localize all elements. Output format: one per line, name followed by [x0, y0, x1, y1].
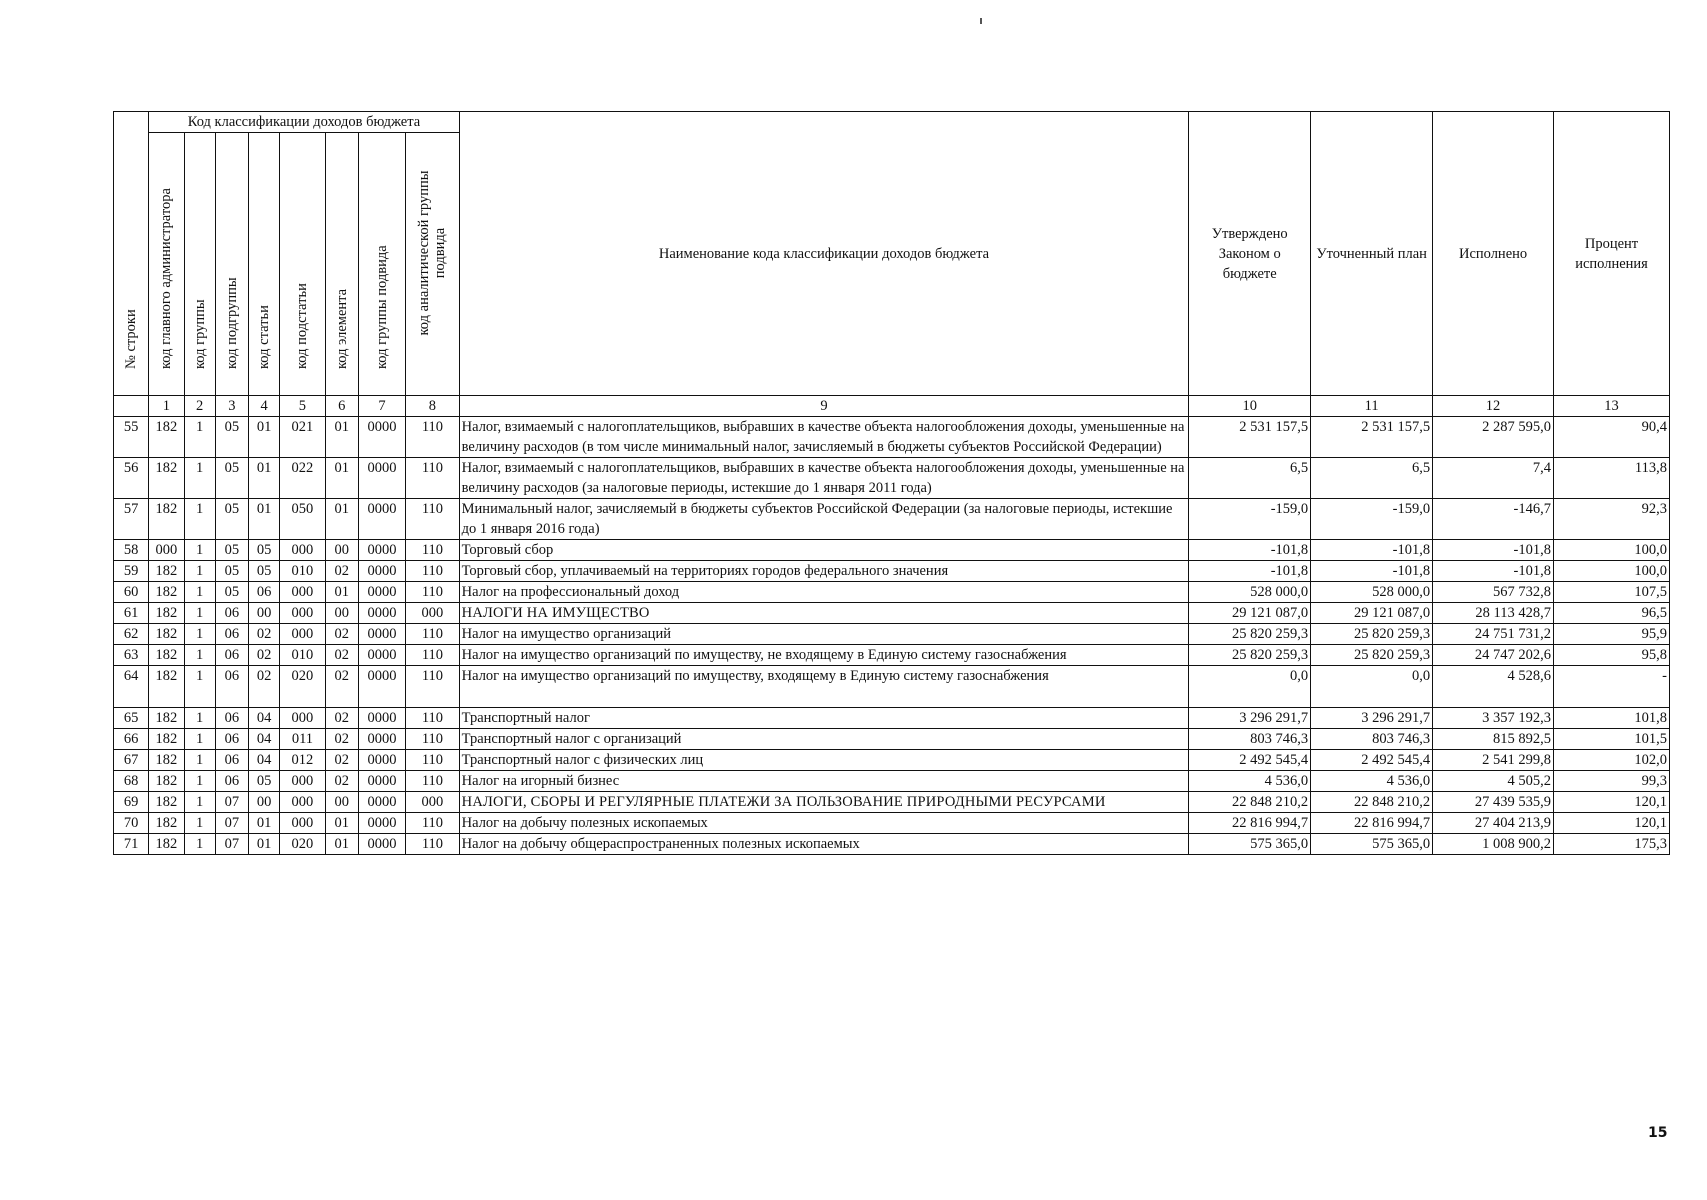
executed-amount: 815 892,5 — [1433, 729, 1554, 750]
subgroup-code: 07 — [215, 813, 248, 834]
approved-amount: 3 296 291,7 — [1189, 708, 1311, 729]
element-code: 02 — [325, 561, 358, 582]
executed-amount: 24 747 202,6 — [1433, 645, 1554, 666]
revenue-name: Торговый сбор, уплачиваемый на территориях городов федерального значения — [459, 561, 1189, 582]
analytic-group-code: 110 — [406, 582, 459, 603]
element-code: 01 — [325, 834, 358, 855]
admin-code: 182 — [149, 750, 184, 771]
revenue-name: Минимальный налог, зачисляемый в бюджеты субъектов Российской Федерации (за налоговые периоды, истекшие до 1 января 2016 года) — [459, 499, 1189, 540]
table-row — [114, 750, 1670, 771]
group-code: 1 — [184, 624, 215, 645]
table-row — [114, 417, 1670, 458]
execution-percent: 101,5 — [1554, 729, 1670, 750]
approved-amount: 2 531 157,5 — [1189, 417, 1311, 458]
approved-amount: 22 816 994,7 — [1189, 813, 1311, 834]
subarticle-code: 000 — [280, 603, 325, 624]
plan-amount: 22 816 994,7 — [1311, 813, 1433, 834]
analytic-group-code: 110 — [406, 708, 459, 729]
analytic-group-code: 110 — [406, 540, 459, 561]
column-number: 1 — [149, 396, 184, 417]
page-number: 15 — [1648, 1125, 1668, 1141]
subarticle-code: 010 — [280, 561, 325, 582]
plan-amount: 22 848 210,2 — [1311, 792, 1433, 813]
row-number: 63 — [114, 645, 149, 666]
subtype-group-code: 0000 — [358, 458, 405, 499]
column-number: 12 — [1433, 396, 1554, 417]
plan-amount: 0,0 — [1311, 666, 1433, 708]
subgroup-code: 07 — [215, 834, 248, 855]
header-analytic-group: код аналитической группы подвида — [406, 133, 459, 396]
admin-code: 182 — [149, 458, 184, 499]
row-number: 67 — [114, 750, 149, 771]
execution-percent: - — [1554, 666, 1670, 708]
header-subgroup: код подгруппы — [215, 133, 248, 396]
row-number: 55 — [114, 417, 149, 458]
header-row-no: № строки — [114, 112, 149, 396]
plan-amount: 2 492 545,4 — [1311, 750, 1433, 771]
column-number-blank — [114, 396, 149, 417]
subarticle-code: 000 — [280, 771, 325, 792]
analytic-group-code: 110 — [406, 813, 459, 834]
admin-code: 182 — [149, 771, 184, 792]
column-number: 3 — [215, 396, 248, 417]
table-row — [114, 603, 1670, 624]
subtype-group-code: 0000 — [358, 666, 405, 708]
row-number: 61 — [114, 603, 149, 624]
execution-percent: 100,0 — [1554, 561, 1670, 582]
header-executed: Исполнено — [1433, 112, 1554, 396]
row-number: 60 — [114, 582, 149, 603]
subgroup-code: 05 — [215, 499, 248, 540]
subarticle-code: 000 — [280, 624, 325, 645]
row-number: 65 — [114, 708, 149, 729]
table-row — [114, 624, 1670, 645]
article-code: 02 — [249, 624, 280, 645]
approved-amount: 25 820 259,3 — [1189, 645, 1311, 666]
subtype-group-code: 0000 — [358, 771, 405, 792]
article-code: 05 — [249, 771, 280, 792]
article-code: 00 — [249, 792, 280, 813]
column-number-row — [114, 396, 1670, 417]
admin-code: 182 — [149, 624, 184, 645]
element-code: 02 — [325, 708, 358, 729]
execution-percent: 90,4 — [1554, 417, 1670, 458]
subarticle-code: 022 — [280, 458, 325, 499]
subgroup-code: 05 — [215, 561, 248, 582]
group-code: 1 — [184, 834, 215, 855]
revenue-name: Налог на имущество организаций — [459, 624, 1189, 645]
subgroup-code: 06 — [215, 750, 248, 771]
subgroup-code: 06 — [215, 624, 248, 645]
analytic-group-code: 110 — [406, 666, 459, 708]
header-subarticle: код подстатьи — [280, 133, 325, 396]
approved-amount: 575 365,0 — [1189, 834, 1311, 855]
subarticle-code: 011 — [280, 729, 325, 750]
admin-code: 182 — [149, 708, 184, 729]
subgroup-code: 05 — [215, 417, 248, 458]
revenue-name: Транспортный налог с организаций — [459, 729, 1189, 750]
article-code: 01 — [249, 458, 280, 499]
revenue-name: Транспортный налог с физических лиц — [459, 750, 1189, 771]
element-code: 02 — [325, 729, 358, 750]
execution-percent: 92,3 — [1554, 499, 1670, 540]
revenue-name: Налог на добычу полезных ископаемых — [459, 813, 1189, 834]
revenue-name: Торговый сбор — [459, 540, 1189, 561]
element-code: 02 — [325, 624, 358, 645]
executed-amount: 4 505,2 — [1433, 771, 1554, 792]
admin-code: 182 — [149, 729, 184, 750]
subgroup-code: 05 — [215, 582, 248, 603]
column-number: 4 — [249, 396, 280, 417]
executed-amount: 27 439 535,9 — [1433, 792, 1554, 813]
executed-amount: -146,7 — [1433, 499, 1554, 540]
approved-amount: -159,0 — [1189, 499, 1311, 540]
admin-code: 182 — [149, 645, 184, 666]
plan-amount: -101,8 — [1311, 561, 1433, 582]
execution-percent: 120,1 — [1554, 792, 1670, 813]
subtype-group-code: 0000 — [358, 708, 405, 729]
analytic-group-code: 110 — [406, 729, 459, 750]
subgroup-code: 06 — [215, 666, 248, 708]
group-code: 1 — [184, 750, 215, 771]
table-row — [114, 540, 1670, 561]
revenue-name: Налог на игорный бизнес — [459, 771, 1189, 792]
element-code: 02 — [325, 666, 358, 708]
scan-mark — [980, 18, 982, 24]
group-code: 1 — [184, 540, 215, 561]
admin-code: 182 — [149, 582, 184, 603]
subarticle-code: 000 — [280, 813, 325, 834]
element-code: 02 — [325, 771, 358, 792]
group-code: 1 — [184, 708, 215, 729]
element-code: 02 — [325, 750, 358, 771]
subgroup-code: 05 — [215, 458, 248, 499]
row-number: 69 — [114, 792, 149, 813]
subarticle-code: 021 — [280, 417, 325, 458]
admin-code: 182 — [149, 666, 184, 708]
admin-code: 182 — [149, 813, 184, 834]
subarticle-code: 020 — [280, 834, 325, 855]
approved-amount: 528 000,0 — [1189, 582, 1311, 603]
table-row — [114, 561, 1670, 582]
approved-amount: 0,0 — [1189, 666, 1311, 708]
column-number: 6 — [325, 396, 358, 417]
executed-amount: 7,4 — [1433, 458, 1554, 499]
revenue-name: НАЛОГИ, СБОРЫ И РЕГУЛЯРНЫЕ ПЛАТЕЖИ ЗА ПОЛЬЗОВАНИЕ ПРИРОДНЫМИ РЕСУРСАМИ — [459, 792, 1189, 813]
element-code: 01 — [325, 499, 358, 540]
article-code: 02 — [249, 645, 280, 666]
plan-amount: 25 820 259,3 — [1311, 645, 1433, 666]
group-code: 1 — [184, 729, 215, 750]
header-group: код группы — [184, 133, 215, 396]
analytic-group-code: 110 — [406, 417, 459, 458]
budget-revenue-table — [113, 111, 1670, 855]
article-code: 05 — [249, 561, 280, 582]
header-classification-group: Код классификации доходов бюджета — [149, 112, 459, 133]
column-number: 2 — [184, 396, 215, 417]
row-number: 71 — [114, 834, 149, 855]
executed-amount: 2 541 299,8 — [1433, 750, 1554, 771]
article-code: 05 — [249, 540, 280, 561]
column-number: 11 — [1311, 396, 1433, 417]
analytic-group-code: 110 — [406, 499, 459, 540]
article-code: 04 — [249, 729, 280, 750]
table-row — [114, 582, 1670, 603]
column-number: 13 — [1554, 396, 1670, 417]
article-code: 01 — [249, 813, 280, 834]
plan-amount: -101,8 — [1311, 540, 1433, 561]
execution-percent: 175,3 — [1554, 834, 1670, 855]
element-code: 01 — [325, 417, 358, 458]
column-number: 9 — [459, 396, 1189, 417]
table-row — [114, 771, 1670, 792]
table-row — [114, 834, 1670, 855]
subgroup-code: 05 — [215, 540, 248, 561]
subarticle-code: 050 — [280, 499, 325, 540]
analytic-group-code: 110 — [406, 771, 459, 792]
subtype-group-code: 0000 — [358, 582, 405, 603]
subtype-group-code: 0000 — [358, 540, 405, 561]
plan-amount: 575 365,0 — [1311, 834, 1433, 855]
plan-amount: 528 000,0 — [1311, 582, 1433, 603]
header-subtype-group: код группы подвида — [358, 133, 405, 396]
article-code: 04 — [249, 750, 280, 771]
element-code: 01 — [325, 582, 358, 603]
admin-code: 182 — [149, 603, 184, 624]
subtype-group-code: 0000 — [358, 603, 405, 624]
subtype-group-code: 0000 — [358, 813, 405, 834]
row-number: 64 — [114, 666, 149, 708]
execution-percent: 120,1 — [1554, 813, 1670, 834]
revenue-name: Налог на профессиональный доход — [459, 582, 1189, 603]
column-number: 8 — [406, 396, 459, 417]
row-number: 62 — [114, 624, 149, 645]
approved-amount: 29 121 087,0 — [1189, 603, 1311, 624]
table-row — [114, 792, 1670, 813]
element-code: 00 — [325, 792, 358, 813]
revenue-name: НАЛОГИ НА ИМУЩЕСТВО — [459, 603, 1189, 624]
admin-code: 182 — [149, 834, 184, 855]
revenue-name: Налог, взимаемый с налогоплательщиков, выбравших в качестве объекта налогообложения доходы, уменьшенные на величину расходов (за налоговые периоды, истекшие до 1 января 2011 года) — [459, 458, 1189, 499]
plan-amount: 803 746,3 — [1311, 729, 1433, 750]
approved-amount: 22 848 210,2 — [1189, 792, 1311, 813]
analytic-group-code: 110 — [406, 834, 459, 855]
approved-amount: -101,8 — [1189, 540, 1311, 561]
header-approved: Утверждено Законом о бюджете — [1189, 112, 1311, 396]
article-code: 00 — [249, 603, 280, 624]
header-name: Наименование кода классификации доходов бюджета — [459, 112, 1189, 396]
subgroup-code: 06 — [215, 771, 248, 792]
subgroup-code: 07 — [215, 792, 248, 813]
subgroup-code: 06 — [215, 729, 248, 750]
column-number: 7 — [358, 396, 405, 417]
subarticle-code: 012 — [280, 750, 325, 771]
admin-code: 182 — [149, 792, 184, 813]
subtype-group-code: 0000 — [358, 792, 405, 813]
group-code: 1 — [184, 666, 215, 708]
admin-code: 000 — [149, 540, 184, 561]
approved-amount: 803 746,3 — [1189, 729, 1311, 750]
row-number: 59 — [114, 561, 149, 582]
subtype-group-code: 0000 — [358, 499, 405, 540]
header-admin: код главного администратора — [149, 133, 184, 396]
revenue-name: Налог на добычу общераспространенных полезных ископаемых — [459, 834, 1189, 855]
subarticle-code: 010 — [280, 645, 325, 666]
table-row — [114, 708, 1670, 729]
revenue-name: Налог на имущество организаций по имуществу, не входящему в Единую систему газоснабжения — [459, 645, 1189, 666]
column-number: 10 — [1189, 396, 1311, 417]
subtype-group-code: 0000 — [358, 750, 405, 771]
executed-amount: 24 751 731,2 — [1433, 624, 1554, 645]
execution-percent: 95,9 — [1554, 624, 1670, 645]
approved-amount: -101,8 — [1189, 561, 1311, 582]
analytic-group-code: 110 — [406, 645, 459, 666]
subtype-group-code: 0000 — [358, 561, 405, 582]
approved-amount: 2 492 545,4 — [1189, 750, 1311, 771]
plan-amount: 6,5 — [1311, 458, 1433, 499]
subtype-group-code: 0000 — [358, 834, 405, 855]
admin-code: 182 — [149, 561, 184, 582]
table-row — [114, 499, 1670, 540]
group-code: 1 — [184, 792, 215, 813]
article-code: 06 — [249, 582, 280, 603]
analytic-group-code: 110 — [406, 458, 459, 499]
approved-amount: 25 820 259,3 — [1189, 624, 1311, 645]
group-code: 1 — [184, 645, 215, 666]
group-code: 1 — [184, 771, 215, 792]
subtype-group-code: 0000 — [358, 645, 405, 666]
plan-amount: -159,0 — [1311, 499, 1433, 540]
analytic-group-code: 000 — [406, 603, 459, 624]
execution-percent: 96,5 — [1554, 603, 1670, 624]
executed-amount: 27 404 213,9 — [1433, 813, 1554, 834]
group-code: 1 — [184, 582, 215, 603]
table-row — [114, 813, 1670, 834]
group-code: 1 — [184, 603, 215, 624]
approved-amount: 4 536,0 — [1189, 771, 1311, 792]
execution-percent: 107,5 — [1554, 582, 1670, 603]
execution-percent: 101,8 — [1554, 708, 1670, 729]
column-number: 5 — [280, 396, 325, 417]
revenue-name: Налог, взимаемый с налогоплательщиков, выбравших в качестве объекта налогообложения доходы, уменьшенные на величину расходов (в том числе минимальный налог, зачисляемый в бюджеты субъектов Российской Федерации) — [459, 417, 1189, 458]
article-code: 04 — [249, 708, 280, 729]
plan-amount: 4 536,0 — [1311, 771, 1433, 792]
executed-amount: 2 287 595,0 — [1433, 417, 1554, 458]
group-code: 1 — [184, 417, 215, 458]
executed-amount: 3 357 192,3 — [1433, 708, 1554, 729]
analytic-group-code: 110 — [406, 561, 459, 582]
row-number: 68 — [114, 771, 149, 792]
executed-amount: 28 113 428,7 — [1433, 603, 1554, 624]
header-percent: Процент исполнения — [1554, 112, 1670, 396]
group-code: 1 — [184, 813, 215, 834]
group-code: 1 — [184, 499, 215, 540]
group-code: 1 — [184, 458, 215, 499]
element-code: 00 — [325, 540, 358, 561]
execution-percent: 113,8 — [1554, 458, 1670, 499]
subtype-group-code: 0000 — [358, 729, 405, 750]
execution-percent: 99,3 — [1554, 771, 1670, 792]
row-number: 70 — [114, 813, 149, 834]
executed-amount: 1 008 900,2 — [1433, 834, 1554, 855]
analytic-group-code: 110 — [406, 624, 459, 645]
plan-amount: 25 820 259,3 — [1311, 624, 1433, 645]
subgroup-code: 06 — [215, 645, 248, 666]
article-code: 01 — [249, 417, 280, 458]
header-plan: Уточненный план — [1311, 112, 1433, 396]
table-row — [114, 645, 1670, 666]
element-code: 02 — [325, 645, 358, 666]
revenue-name: Налог на имущество организаций по имуществу, входящему в Единую систему газоснабжения — [459, 666, 1189, 708]
admin-code: 182 — [149, 499, 184, 540]
plan-amount: 2 531 157,5 — [1311, 417, 1433, 458]
execution-percent: 95,8 — [1554, 645, 1670, 666]
element-code: 01 — [325, 458, 358, 499]
admin-code: 182 — [149, 417, 184, 458]
row-number: 56 — [114, 458, 149, 499]
approved-amount: 6,5 — [1189, 458, 1311, 499]
subarticle-code: 000 — [280, 708, 325, 729]
executed-amount: 567 732,8 — [1433, 582, 1554, 603]
row-number: 66 — [114, 729, 149, 750]
table-body — [114, 396, 1670, 855]
subarticle-code: 000 — [280, 792, 325, 813]
execution-percent: 102,0 — [1554, 750, 1670, 771]
element-code: 00 — [325, 603, 358, 624]
element-code: 01 — [325, 813, 358, 834]
subgroup-code: 06 — [215, 603, 248, 624]
row-number: 58 — [114, 540, 149, 561]
table-row — [114, 666, 1670, 708]
plan-amount: 3 296 291,7 — [1311, 708, 1433, 729]
executed-amount: -101,8 — [1433, 561, 1554, 582]
executed-amount: 4 528,6 — [1433, 666, 1554, 708]
subarticle-code: 000 — [280, 540, 325, 561]
analytic-group-code: 000 — [406, 792, 459, 813]
table-row — [114, 729, 1670, 750]
revenue-name: Транспортный налог — [459, 708, 1189, 729]
executed-amount: -101,8 — [1433, 540, 1554, 561]
article-code: 01 — [249, 834, 280, 855]
subgroup-code: 06 — [215, 708, 248, 729]
subarticle-code: 000 — [280, 582, 325, 603]
row-number: 57 — [114, 499, 149, 540]
analytic-group-code: 110 — [406, 750, 459, 771]
execution-percent: 100,0 — [1554, 540, 1670, 561]
header-element: код элемента — [325, 133, 358, 396]
plan-amount: 29 121 087,0 — [1311, 603, 1433, 624]
article-code: 01 — [249, 499, 280, 540]
table-row — [114, 458, 1670, 499]
header-article: код статьи — [249, 133, 280, 396]
article-code: 02 — [249, 666, 280, 708]
group-code: 1 — [184, 561, 215, 582]
subtype-group-code: 0000 — [358, 417, 405, 458]
subarticle-code: 020 — [280, 666, 325, 708]
subtype-group-code: 0000 — [358, 624, 405, 645]
